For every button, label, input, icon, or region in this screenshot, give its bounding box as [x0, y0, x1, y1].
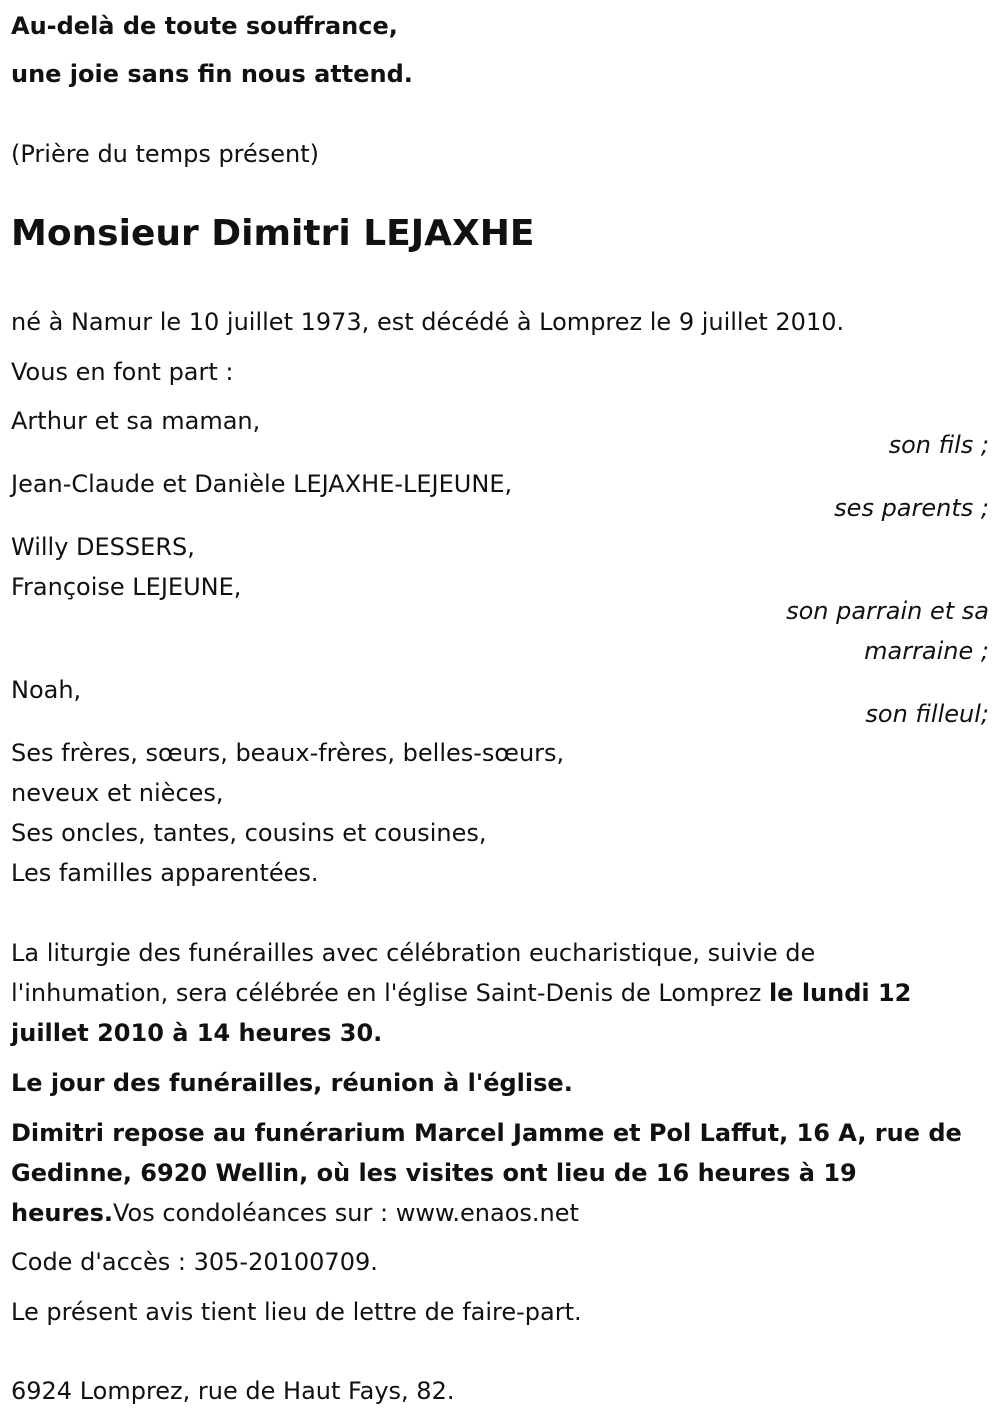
family-relation: ses parents ; — [834, 494, 989, 522]
liturgy-place: l'inhumation, sera célébrée en l'église Saint-Denis de Lomprez — [11, 979, 769, 1007]
others-line: Ses frères, sœurs, beaux-frères, belles-sœurs, — [11, 739, 565, 767]
others-line: neveux et nièces, — [11, 779, 224, 807]
notice-line: Le présent avis tient lieu de lettre de faire-part. — [11, 1298, 582, 1326]
epigraph-line-2: une joie sans fin nous attend. — [11, 60, 413, 88]
family-relation: son parrain et sa — [786, 597, 989, 625]
family-relation: marraine ; — [864, 637, 989, 665]
others-line: Ses oncles, tantes, cousins et cousines, — [11, 819, 487, 847]
birth-death-line: né à Namur le 10 juillet 1973, est décédé à Lomprez le 9 juillet 2010. — [11, 308, 845, 336]
repose-line-3 — [11, 1193, 579, 1233]
liturgy-line-1: La liturgie des funérailles avec célébration eucharistique, suivie de — [11, 939, 816, 967]
family-name: Françoise LEJEUNE, — [11, 573, 242, 601]
condolences-text: Vos condoléances sur : www.enaos.net — [112, 1199, 579, 1227]
address-line: 6924 Lomprez, rue de Haut Fays, 82. — [11, 1377, 455, 1405]
family-name: Noah, — [11, 676, 82, 704]
liturgy-line-2 — [11, 973, 911, 1013]
deceased-name: Monsieur Dimitri LEJAXHE — [11, 213, 535, 254]
family-relation: son fils ; — [888, 431, 989, 459]
epigraph-source: (Prière du temps présent) — [11, 140, 320, 168]
family-name: Arthur et sa maman, — [11, 407, 261, 435]
liturgy-date: le lundi 12 — [768, 979, 912, 1007]
others-line: Les familles apparentées. — [11, 859, 319, 887]
access-code: Code d'accès : 305-20100709. — [11, 1248, 378, 1276]
announce-line: Vous en font part : — [11, 358, 234, 386]
meeting-line: Le jour des funérailles, réunion à l'église. — [11, 1069, 573, 1097]
family-name: Willy DESSERS, — [11, 533, 195, 561]
epigraph-line-1: Au-delà de toute souffrance, — [11, 12, 398, 40]
family-name: Jean-Claude et Danièle LEJAXHE-LEJEUNE, — [11, 470, 513, 498]
liturgy-line-3: juillet 2010 à 14 heures 30. — [11, 1019, 383, 1047]
repose-line-2: Gedinne, 6920 Wellin, où les visites ont lieu de 16 heures à 19 — [11, 1159, 857, 1187]
repose-line-1: Dimitri repose au funérarium Marcel Jamme et Pol Laffut, 16 A, rue de — [11, 1119, 962, 1147]
repose-end: heures. — [11, 1199, 113, 1227]
family-relation: son filleul; — [865, 700, 989, 728]
